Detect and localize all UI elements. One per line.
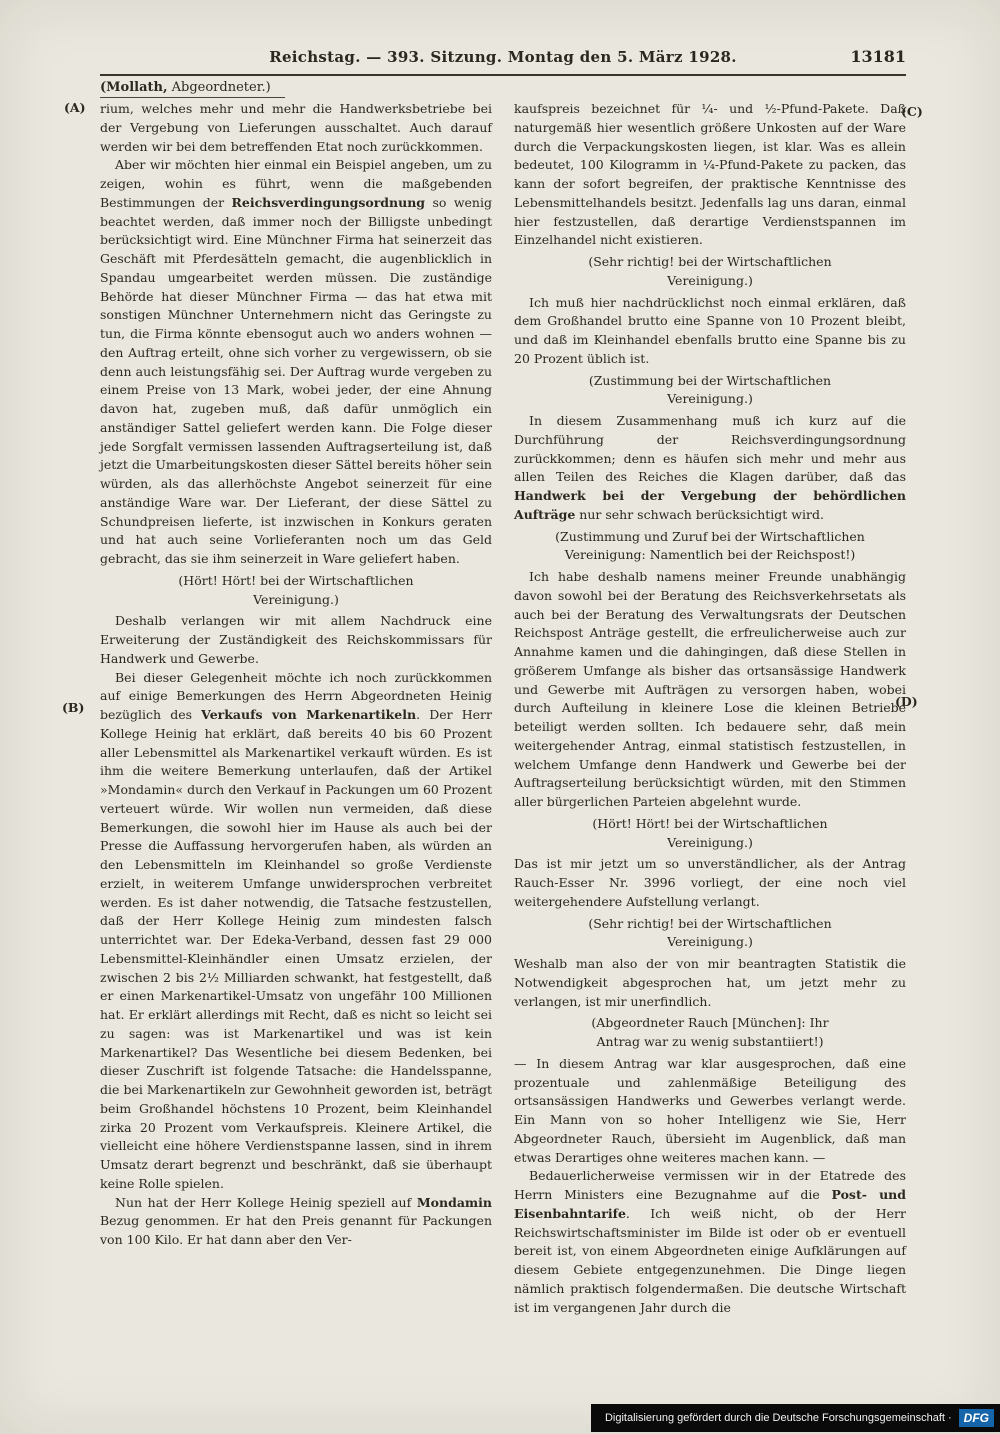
header-rule bbox=[100, 74, 906, 76]
left-column bbox=[100, 100, 492, 1317]
interjection: (Zustimmung bei der Wirtschaftlichen Vereinigung.) bbox=[588, 372, 832, 407]
paragraph: Das ist mir jetzt um so unverständlicher, als der Antrag Rauch-Esser Nr. 3996 vorliegt, der eine noch viel weitergehendere Aufstellung verlangt. bbox=[514, 856, 906, 909]
margin-marker-c: (C) bbox=[901, 104, 923, 119]
paragraph: Ich muß hier nachdrücklichst noch einmal erklären, daß dem Großhandel brutto eine Spanne von 10 Prozent bleibt, und daß im Kleinhandel ebenfalls brutto eine Spanne bis zu 20 Prozent üblich ist. bbox=[514, 294, 906, 366]
right-column bbox=[514, 100, 906, 1317]
page-header bbox=[100, 48, 906, 68]
paragraph: rium, welches mehr und mehr die Handwerksbetriebe bei der Vergebung von Lieferungen ausschaltet. Auch darauf werden wir bei dem betreffenden Etat noch zurückkommen. bbox=[100, 101, 492, 154]
paragraph: Bedauerlicherweise vermissen wir in der Etatrede des Herrn Ministers eine Bezugnahme auf die Post- und Eisenbahntarife. Ich weiß nicht, ob der Herr Reichswirtschaftsminister im Bilde ist oder ob er eventuell bereit ist, von einem Abgeordneten einige Aufklärungen auf diesem Gebiete entgegenzunehmen. Die Dinge liegen nämlich praktisch folgendermaßen. Die deutsche Wirtschaft ist im vergangenen Jahr durch die bbox=[514, 1168, 907, 1315]
margin-marker-b: (B) bbox=[62, 700, 85, 715]
digitization-credit-text: Digitalisierung gefördert durch die Deutsche Forschungsgemeinschaft · bbox=[604, 1412, 952, 1424]
paragraph: Nun hat der Herr Kollege Heinig speziell auf Mondamin Bezug genommen. Er hat den Preis genannt für Packungen von 100 Kilo. Er hat dann aber den Ver- bbox=[100, 1194, 492, 1247]
speaker-note bbox=[100, 80, 906, 95]
session-title: Reichstag. — 393. Sitzung. Montag den 5. März 1928. bbox=[269, 48, 737, 66]
margin-marker-d: (D) bbox=[895, 694, 918, 709]
page-number: 13181 bbox=[850, 47, 906, 66]
margin-marker-a: (A) bbox=[64, 100, 86, 115]
paragraph: — In diesem Antrag war klar ausgesprochen, daß eine prozentuale und zahlenmäßige Beteiligung des ortsansässigen Handwerks und Gewerbes verlangt werde. Ein Mann von so hoher Intelligenz wie Sie, Herr Abgeordneter Rauch, übersieht im Augenblick, daß man etwas Derartiges ohne weiteres machen kann. — bbox=[514, 1055, 906, 1165]
speaker-name: (Mollath, bbox=[100, 80, 168, 95]
paragraph: Deshalb verlangen wir mit allem Nachdruck eine Erweiterung der Zuständigkeit des Reichskommissars für Handwerk und Gewerbe. bbox=[100, 613, 492, 666]
interjection: (Sehr richtig! bei der Wirtschaftlichen Vereinigung.) bbox=[588, 915, 832, 950]
speaker-role: Abgeordneter.) bbox=[167, 80, 271, 95]
paragraph: Weshalb man also der von mir beantragten Statistik die Notwendigkeit abgesprochen hat, um jetzt mehr zu verlangen, ist mir unerfindlich. bbox=[514, 956, 906, 1009]
page-content bbox=[100, 48, 906, 1317]
interjection: (Abgeordneter Rauch [München]: Ihr Antrag war zu wenig substantiiert!) bbox=[591, 1015, 829, 1049]
interjection: (Zustimmung und Zuruf bei der Wirtschaftlichen Vereinigung: Namentlich bei der Reichspost!) bbox=[555, 528, 865, 563]
text-columns bbox=[100, 100, 906, 1317]
paragraph: Bei dieser Gelegenheit möchte ich noch zurückkommen auf einige Bemerkungen des Herrn Abgeordneten Heinig bezüglich des Verkaufs von Markenartikeln. Der Herr Kollege Heinig hat erklärt, daß bereits 40 bis 60 Prozent aller Lebensmittel als Markenartikel verkauft würden. Es ist ihm die weitere Bemerkung unterlaufen, daß der Artikel »Mondamin« durch den Verkauf in Packungen um 60 Prozent verteuert würde. Wir wollen nun vermeiden, daß diese Bemerkungen, die sowohl hier im Hause als auch bei der Presse die Auffassung hervorgerufen haben, als würden an den Lebensmitteln im Kleinhandel so große Verdienste erzielt, in weiterem Umfange unwidersprochen verbreitet werden. Es ist daher notwendig, die Tatsache festzustellen, daß der Herr Kollege Heinig zum mindesten falsch unterrichtet war. Der Edeka-Verband, dessen fast 29 000 Lebensmittel-Kleinhändler einen Umsatz erzielen, der zwischen 2 bis 2½ Milliarden schwankt, hat festgestellt, daß er einen Markenartikel-Umsatz von ungefähr 100 Millionen hat. Er erklärt allerdings mit Recht, daß es nicht so leicht sei zu sagen: was ist Markenartikel und was ist kein Markenartikel? Das Wesentliche bei diesem Bedenken, bei dieser Zuschrift ist folgende Tatsache: die Handelsspanne, die bei Markenartikeln zur Gewohnheit geworden ist, beträgt beim Großhandel höchstens 10 Prozent, beim Kleinhandel zirka 20 Prozent vom Verkaufspreis. Kleinere Artikel, die vielleicht eine höhere Verdienstspanne lassen, sind in ihrem Umsatz derart begrenzt und beschränkt, daß sie überhaupt keine Rolle spielen. bbox=[100, 669, 492, 1191]
interjection: (Hört! Hört! bei der Wirtschaftlichen Vereinigung.) bbox=[592, 815, 828, 850]
paragraph: In diesem Zusammenhang muß ich kurz auf die Durchführung der Reichsverdingungsordnung zurückkommen; denn es häufen sich mehr und mehr aus allen Teilen des Reiches die Klagen darüber, daß das Handwerk bei der Vergebung der behördlichen Aufträge nur sehr schwach berücksichtigt wird. bbox=[514, 413, 906, 522]
speaker-rule bbox=[100, 97, 285, 98]
paragraph: Aber wir möchten hier einmal ein Beispiel angeben, um zu zeigen, wohin es führt, wenn die maßgebenden Bestimmungen der Reichsverdingungsordnung so wenig beachtet werden, daß immer noch der Billigste unbedingt berücksichtigt wird. Eine Münchner Firma hat seinerzeit das Geschäft mit Pferdesätteln gemacht, die augenblicklich in Spandau umgearbeitet werden müssen. Die zuständige Behörde hat dieser Münchner Firma — das hat etwa mit sonstigen Münchner Unternehmern nicht das Geringste zu tun, die Firma könnte ebensogut auch wo anders wohnen — den Auftrag erteilt, ohne sich vorher zu vergewissern, ob sie denn auch leistungsfähig sei. Der Auftrag wurde vergeben zu einem Preise von 13 Mark, wobei jeder, der eine Ahnung davon hat, zugeben muß, daß dafür unmöglich ein anständiger Sattel geliefert werden kann. Die Folge dieser jede Sorgfalt vermissen lassenden Auftragserteilung ist, daß jetzt die Umarbeitungskosten dieser Sättel bereits höher sein würden, als das allerhöchste Angebot seinerzeit für eine anständige Ware war. Der Lieferant, der diese Sättel zu Schundpreisen lieferte, ist inzwischen in Konkurs geraten und hat auch seine Vorlieferanten noch um das Geld gebracht, das sie ihm seinerzeit in Ware geliefert haben. bbox=[100, 157, 492, 566]
digitization-footer bbox=[591, 1404, 1000, 1432]
interjection: (Sehr richtig! bei der Wirtschaftlichen Vereinigung.) bbox=[588, 254, 832, 288]
dfg-logo: DFG bbox=[959, 1409, 994, 1427]
interjection: (Hört! Hört! bei der Wirtschaftlichen Vereinigung.) bbox=[178, 572, 414, 607]
paragraph: Ich habe deshalb namens meiner Freunde unabhängig davon sowohl bei der Beratung des Reichsverkehrsetats als auch bei der Beratung des Verwaltungsrats der Deutschen Reichspost Anträge gestellt, die erfreulicherweise auch zur Annahme kamen und die dahingingen, daß diese Stellen in größerem Umfange als bisher das ortsansässige Handwerk und Gewerbe mit Aufträgen zu versorgen haben, wobei durch Aufteilung in kleinere Lose die kleinen Betriebe beteiligt werden sollten. Ich bedauere sehr, daß mein weitergehender Antrag, einmal statistisch festzustellen, in welchem Umfange denn Handwerk und Gewerbe bei der Auftragserteilung berücksichtigt würden, mit den Stimmen aller bürgerlichen Parteien abgelehnt wurde. bbox=[514, 569, 906, 809]
paragraph: kaufspreis bezeichnet für ¼- und ½-Pfund-Pakete. Daß naturgemäß hier wesentlich größere Unkosten auf der Ware durch die Verpackungskosten liegen, ist klar. Was es allein bedeutet, 100 Kilogramm in ¼-Pfund-Pakete zu packen, das kann der sofort begreifen, der praktische Kenntnisse des Lebensmittelhandels besitzt. Jedenfalls lag uns daran, einmal hier festzustellen, daß derartige Verdienstspannen im Einzelhandel nicht existieren. bbox=[514, 101, 906, 248]
